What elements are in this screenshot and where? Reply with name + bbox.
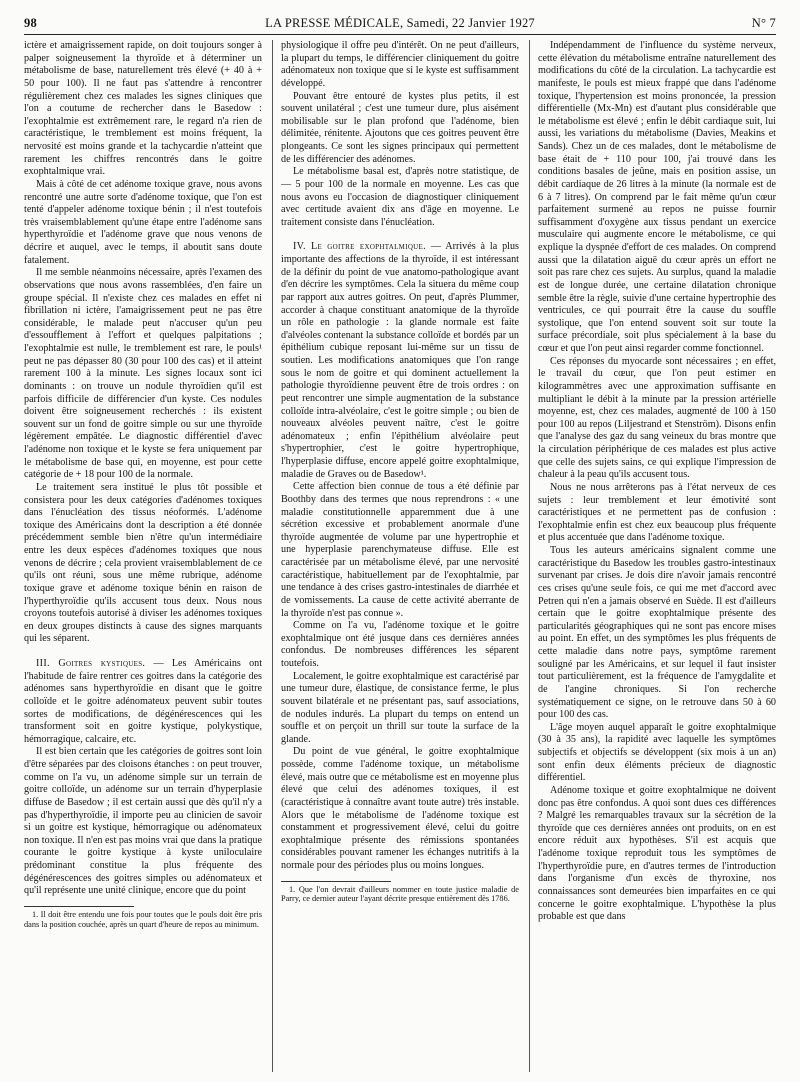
footnote-rule	[24, 906, 134, 907]
section-heading: IV. Le goitre exophtalmique.	[293, 241, 426, 253]
paragraph: physiologique il offre peu d'intérêt. On ne peut d'ailleurs, la plupart du temps, le différencier cliniquement du goitre adénomateux non toxique que si le kyste est suffisamment développé.	[281, 40, 519, 89]
paragraph: Localement, le goitre exophtalmique est caractérisé par une tumeur dure, élastique, de consistance ferme, le plus souvent bilatérale et ne présentant pas, sauf associations, de nodules indurés. La plupart du temps on entend un souffle et on perçoit un thrill sur toute la surface de la glande.	[281, 670, 519, 745]
section-heading: III. Goitres kystiques.	[36, 658, 146, 669]
section-paragraph	[281, 241, 519, 481]
footnote: 1. Que l'on devrait d'ailleurs nommer en toute justice maladie de Parry, ce dernier auteur l'ayant décrite presque entièrement dès 1786.	[281, 884, 519, 904]
running-header	[24, 14, 776, 36]
paragraph: Nous ne nous arrêterons pas à l'état nerveux de ces sujets : leur tremblement et leur émotivité sont caractéristiques et ne permettent pas de confusion : l'exophtalmie enfin est chez eux beaucoup plus fréquente et plus accentuée que dans l'adénome toxique.	[538, 481, 776, 544]
header-rule	[24, 34, 776, 35]
text-column-3	[538, 40, 776, 1070]
paragraph: Mais à côté de cet adénome toxique grave, nous avons rencontré une autre sorte d'adénome toxique, que l'on est tenté d'appeler adénome toxique bénin ; il n'est toutefois très vraisemblablement qu'une étape entre l'adénome sans hyperthyroïdie et l'adénome grave que nous venons de décrire et auquel, avec le temps, il aboutit sans doute fatalement.	[24, 178, 262, 266]
paragraph: Adénome toxique et goitre exophtalmique ne doivent donc pas être confondus. A quoi sont dues ces différences ? Malgré les remarquables travaux sur la sécrétion de la thyroïde que ces dernières années ont produits, on en est encore réduit aux hypothèses. S'il est acquis que l'adénome toxique reproduit tous les symptômes de l'hyperthyroïdie pure, en d'autres termes de l'introduction dans l'organisme d'un excès de thyroxine, nos connaissances sont demeurées bien imparfaites en ce qui concerne le goitre exophtalmique. L'hypothèse la plus probable est que dans	[538, 784, 776, 923]
text-column-2	[281, 40, 519, 1070]
paragraph: Cette affection bien connue de tous a été définie par Boothby dans des termes que nous reprendrons : « une maladie constitutionnelle apparemment due à une sécrétion excessive et probablement anormale d'une thyroïde augmentée de volume par une hypertrophie et une hyperplasie parenchymateuse diffuse. Elle est caractérisée par un métabolisme élevé, par une nervosité caractéristique, habituellement par de l'exophtalmie, par une tendance à des crises gastro-intestinales de diarrhée et de vomissements. La cause de cette activité aberrante de la thyroïde n'est pas connue ».	[281, 481, 519, 619]
paragraph-text: — Arrivés à la plus importante des affections de la thyroïde, il est intéressant de la définir du point de vue anatomo-pathologique avant d'en décrire les symptômes. Cela la situera du même coup par rapport aux autres goitres. On peut, d'après Plummer, accorder à chaque constituant anatomique de la thyroïde un rôle en pathologie : la glande normale est faite d'alvéoles contenant la substance colloïde et bordés par un épithélium cubique reposant lui-même sur un tissu de soutien. Les modifications anatomiques que l'on range sous le nom de goitre et qui dominent actuellement la pathologie thyroïdienne peuvent être de trois ordres : on peut rencontrer une simple augmentation de la substance colloïde intra-alvéolaire, c'est le goitre simple ; ou bien de nouveaux alvéoles peuvent naître, c'est le goitre adénomateux ; enfin l'épithélium alvéolaire peut s'hypertrophier, c'est le goitre hypertrophique, l'hyperplasie diffuse, encore appelé goitre exophtalmique, maladie de Graves ou de Basedow¹.	[281, 241, 519, 480]
paragraph: Tous les auteurs américains signalent comme une caractéristique du Basedow les troubles gastro-intestinaux survenant par crises. Je dois dire n'avoir jamais rencontré ces crises qu'une seule fois, ce qui me met d'accord avec Petren qui n'en a jamais observé en Suède. Il est d'ailleurs certain que le goitre exophtalmique présente des particularités géographiques qui ne sont pas encore mises au point. En effet, un des symptômes les plus fréquents de cette maladie dans notre pays, symptôme rarement souligné par les Américains, et sur lequel il faut insister tout particulièrement, est la fréquence de l'amygdalite et de l'angine chroniques. Si l'on recherche systématiquement ce signe, on le retrouve dans 50 à 60 pour 100 des cas.	[538, 545, 776, 721]
paragraph: Il est bien certain que les catégories de goitres sont loin d'être séparées par des cloisons étanches : on peut trouver, comme on l'a vu, un adénome simple sur un terrain de goitre colloïde, un adénome sur un terrain d'hyperplasie diffuse de Basedow ; il est certain aussi que dès qu'il n'y a pas d'hyperthyroïdie, il importe peu au clinicien de savoir si un goitre est kystique, hémorragique ou adénomateux non toxique. Il n'en est pas moins vrai que dans la pratique courante le goitre kystique à kyste uniloculaire prédominant constitue la plus fréquente des dégénérescences des goitres simples ou adénomateux et qu'il représente une unité clinique, encore que du point	[24, 746, 262, 897]
footnote: 1. Il doit être entendu une fois pour toutes que le pouls doit être pris dans la position couchée, après un quart d'heure de repos au minimum.	[24, 909, 262, 929]
paragraph: Le métabolisme basal est, d'après notre statistique, de — 5 pour 100 de la normale en moyenne. Les cas que nous avons eu l'occasion de diagnostiquer cliniquement avec certitude avaient dix ans d'âge en moyenne. Le traitement consiste dans l'énucléation.	[281, 166, 519, 228]
paragraph: Du point de vue général, le goitre exophtalmique possède, comme l'adénome toxique, un métabolisme élevé, mais outre que ce métabolisme est en moyenne plus élevé que celui des adénomes toxiques, il est (caractéristique à connaître avant toute autre) très instable. Alors que le métabolisme de l'adénome toxique est constamment et progressivement élevé, celui du goitre exophtalmique présente des rémissions spontanées considérables pouvant ramener les échanges nutritifs à la normale pour des périodes plus ou moins longues.	[281, 746, 519, 871]
paragraph: Indépendamment de l'influence du système nerveux, cette élévation du métabolisme entraîne naturellement des modifications du côté de la circulation. La tachycardie est manifeste, le pouls est mieux frappé que dans l'adénome toxique, l'hypertension est moins prononcée, la pression différentielle (Mx-Mn) est d'autant plus considérable que le métabolisme est élevé ; enfin le débit cardiaque suit, lui aussi, les variations du métabolisme (Davies, Meakins et Sands). Chez un de ces malades, dont le métabolisme de base était de + 110 pour 100, j'ai trouvé dans les conditions basales de jeûne, mais en position assise, un débit cardiaque de 26 litres à la minute (la normale est de 6 à 7 litres). On comprend par le fait même qu'un cœur parfaitement surmené au repos ne puisse fournir suffisamment d'oxygène aux tissus pendant un exercice musculaire qui augmente encore le métabolisme, ce qui explique la dyspnée d'effort de ces malades. On comprend aussi que la dilatation aiguë du cœur après un effort ne soit pas rare chez ces sujets. Au surplus, quand la maladie est de longue durée, une certaine dilatation chronique semble être la règle, suivie d'une certaine hypertrophie des ventricules, ce qui pourrait être la cause du souffle systolique, que l'on entend souvent soit sur toute la surface précordiale, soit plus spécialement à la base du cœur et que l'on peut ainsi regarder comme fonctionnel.	[538, 40, 776, 354]
paragraph: Pouvant être entouré de kystes plus petits, il est souvent unilatéral ; c'est une tumeur dure, plus aisément mobilisable sur le plan profond que l'adénome, bien délimitée, rénitente. Ajoutons que ces goitres peuvent être plongeants. Ce sont les signes principaux qui permettent de les différencier des adénomes.	[281, 90, 519, 165]
text-column-1	[24, 40, 262, 1070]
paragraph: Ces réponses du myocarde sont nécessaires ; en effet, le travail du cœur, que l'on peut estimer en kilogrammètres avec une approximation suffisante en multipliant le débit à la minute par la pression artérielle moyenne, est, chez ces malades, augmenté de 100 à 150 pour 100 au repos (Liljestrand et Stenström). Disons enfin que l'analyse des gaz du sang veineux du bras montre que la circulation périphérique de ces malades est plus active que celle des sujets sains, ce qui explique l'impression de chaleur à la peau qu'ils accusent tous.	[538, 355, 776, 481]
paragraph-text: — Les Américains ont l'habitude de faire rentrer ces goitres dans la catégorie des adénomes sans hyperthyroïdie en disant que le goitre colloïde et le goitre adénomateux peuvent subir toutes sortes de modifications, de dégénérescences qui les transforment soit en goitre kystique, polykystique, hémorragique, calcaire, etc.	[24, 658, 262, 745]
paragraph: Comme on l'a vu, l'adénome toxique et le goitre exophtalmique ont été jusque dans ces dernières années confondus. De nombreuses différences les séparent toutefois.	[281, 620, 519, 669]
paragraph: L'âge moyen auquel apparaît le goitre exophtalmique (30 à 35 ans), la rapidité avec laquelle les symptômes subjectifs et objectifs se développent (six mois à un an) sont enfin deux éléments précieux de diagnostic différentiel.	[538, 721, 776, 784]
footnote-rule	[281, 881, 391, 882]
section-paragraph	[24, 658, 262, 746]
paragraph: Le traitement sera institué le plus tôt possible et consistera pour les deux catégories d'adénomes toxiques dans l'énucléation des tissus néoformés. L'adénome toxique des Américains dont la description a été donnée précédemment semble bien n'être qu'un intermédiaire entre les deux espèces d'adénomes toxiques que nous venons de décrire ; cela provient vraisemblablement de ce qu'ils ont réuni, sous une même rubrique, adénome toxique grave et adénome toxique bénin en raison de l'hyperthyroïdie qu'ils accusent tous deux. Nous nous croyons toutefois autorisé à diviser les adénomes toxiques en deux groupes distincts à cause des signes marquants qui les séparent.	[24, 481, 262, 645]
paragraph: Il me semble néanmoins nécessaire, après l'examen des observations que nous avons rassemblées, d'en faire un groupe spécial. Il n'existe chez ces malades en effet ni fibrillation ni ictère, l'amaigrissement peut ne pas être considérable, le malade peut n'accuser qu'un peu d'essoufflement à l'effort et quelques palpitations ; l'exophtalmie est nulle, le tremblement est rare, le pouls¹ peut ne pas dépasser 80 (30 pour 100 des cas) et il atteint rarement 100 à la minute. Les signes locaux sont ici dominants : on trouve un nodule thyroïdien qu'il est parfois difficile de différencier d'un kyste. Ces nodules doivent être soigneusement recherchés : ils existent souvent sur un fond de goitre simple ou sur une thyroïde légèrement empâtée. Le diagnostic différentiel d'avec l'adénome non toxique et le kyste se fera uniquement par le métabolisme de base qui, en moyenne, est pour cette catégorie de + 18 pour 100 de la normale.	[24, 267, 262, 481]
page-number: 98	[24, 16, 37, 30]
paragraph: ictère et amaigrissement rapide, on doit toujours songer à palper soigneusement la thyroïde et à déterminer un métabolisme de base, naturellement très élevé (+ 40 à + 50 pour 100). Il ne faut pas s'attendre à rencontrer régulièrement chez ces malades les signes cliniques que l'on a coutume de rechercher dans le Basedow : l'exophtalmie est extrêmement rare, le regard n'a rien de caractéristique, le tremblement est moins fréquent, la nervosité est moins grande et la tachycardie n'atteint que rarement les chiffres rencontrés dans le goitre exophtalmique vrai.	[24, 40, 262, 178]
issue-number: N° 7	[751, 16, 776, 30]
column-divider	[272, 40, 273, 1072]
journal-title: LA PRESSE MÉDICALE, Samedi, 22 Janvier 1927	[265, 16, 535, 30]
column-divider	[529, 40, 530, 1072]
